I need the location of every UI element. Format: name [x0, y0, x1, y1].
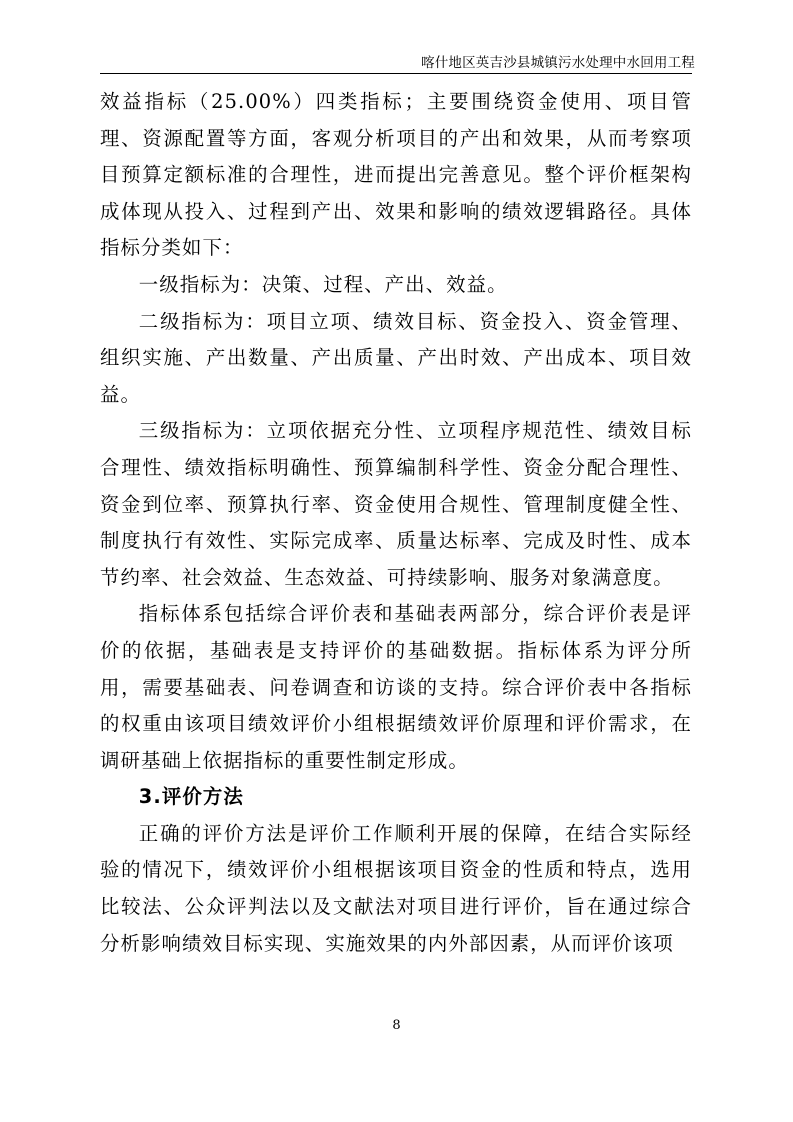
paragraph-level-one: 一级指标为：决策、过程、产出、效益。	[138, 272, 508, 296]
header-rule	[100, 73, 692, 74]
paragraph-indicator-summary: 效益指标（25.00%）四类指标；主要围绕资金使用、项目管理、资源配置等方面，客观分析项目的产出和效果，从而考察项目预算定额标准的合理性，进而提出完善意见。整个评价框架构成体现从投入、过程到产出、效果和影响的绩效逻辑路径。具体指标分类如下：	[100, 90, 692, 260]
page-number: 8	[392, 1018, 401, 1033]
page-body	[100, 84, 692, 962]
paragraph-evaluation-method: 正确的评价方法是评价工作顺利开展的保障，在结合实际经验的情况下，绩效评价小组根据该项目资金的性质和特点，选用比较法、公众评判法以及文献法对项目进行评价，旨在通过综合分析影响绩效目标实现、实施效果的内外部因素，从而评价该项	[100, 821, 692, 955]
paragraph-level-two: 二级指标为：项目立项、绩效目标、资金投入、资金管理、组织实施、产出数量、产出质量、产出时效、产出成本、项目效益。	[100, 309, 692, 406]
paragraph-level-three: 三级指标为：立项依据充分性、立项程序规范性、绩效目标合理性、绩效指标明确性、预算编制科学性、资金分配合理性、资金到位率、预算执行率、资金使用合规性、管理制度健全性、制度执行有效性、实际完成率、质量达标率、完成及时性、成本节约率、社会效益、生态效益、可持续影响、服务对象满意度。	[100, 419, 692, 589]
section-heading: 3.评价方法	[138, 785, 244, 809]
paragraph-indicator-system: 指标体系包括综合评价表和基础表两部分，综合评价表是评价的依据，基础表是支持评价的基础数据。指标体系为评分所用，需要基础表、问卷调查和访谈的支持。综合评价表中各指标的权重由该项目绩效评价小组根据绩效评价原理和评价需求，在调研基础上依据指标的重要性制定形成。	[100, 602, 692, 772]
header-title: 喀什地区英吉沙县城镇污水处理中水回用工程	[421, 55, 695, 71]
